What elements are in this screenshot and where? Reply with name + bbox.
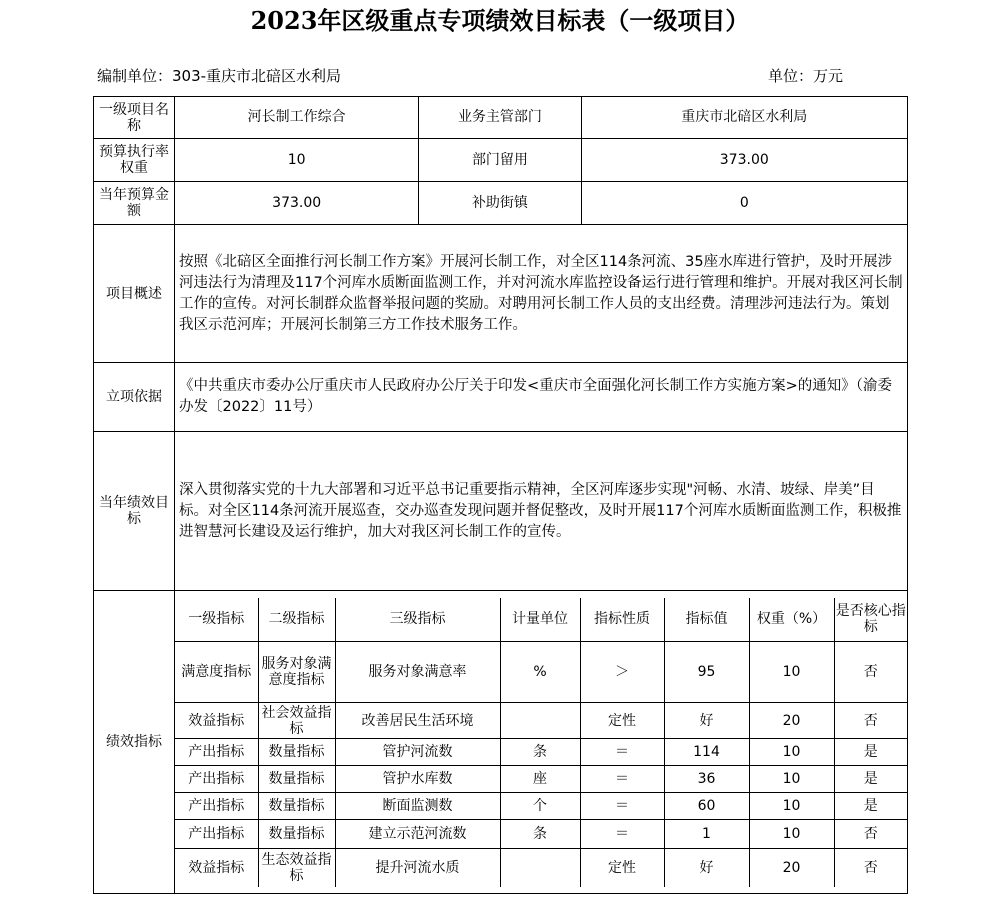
indicator-cell-level2: 服务对象满意度指标	[258, 642, 335, 703]
indicator-cell-weight: 10	[749, 642, 834, 703]
indicator-cell-nature: ＝	[580, 766, 664, 793]
retain-label: 部门留用	[419, 139, 581, 182]
indicator-cell-weight: 20	[749, 849, 834, 887]
basis-text: 《中共重庆市委办公厅重庆市人民政府办公厅关于印发<重庆市全面强化河长制工作方实施方案>的通知》（渝委办发〔2022〕11号）	[175, 363, 908, 432]
indicator-cell-value: 114	[664, 739, 749, 766]
indicator-cell-nature: ＝	[580, 739, 664, 766]
indicator-cell-level1: 效益指标	[175, 703, 258, 739]
indicator-cell-value: 1	[664, 820, 749, 849]
dept-value: 重庆市北碚区水利局	[581, 97, 907, 139]
dept-label: 业务主管部门	[419, 97, 581, 139]
indicator-cell-level3: 提升河流水质	[335, 849, 500, 887]
indicator-cell-level1: 产出指标	[175, 820, 258, 849]
indicator-row	[175, 642, 907, 703]
indicator-cell-level3: 管护水库数	[335, 766, 500, 793]
indicator-cell-nature: 定性	[580, 849, 664, 887]
indicator-label: 绩效指标	[94, 591, 175, 894]
indicator-cell-core: 是	[834, 739, 907, 766]
indicator-cell-level1: 产出指标	[175, 739, 258, 766]
header-unit: 计量单位	[500, 598, 580, 642]
indicator-cell-unit: 座	[500, 766, 580, 793]
indicator-cell-weight: 20	[749, 703, 834, 739]
indicator-cell-value: 36	[664, 766, 749, 793]
indicator-cell-unit	[500, 849, 580, 887]
indicator-cell-unit: 个	[500, 793, 580, 820]
indicator-row	[175, 849, 907, 887]
indicator-table	[175, 598, 907, 887]
indicator-row	[175, 793, 907, 820]
indicator-cell-unit: 条	[500, 739, 580, 766]
indicator-cell-value: 95	[664, 642, 749, 703]
budget-value: 373.00	[175, 182, 419, 225]
overview-text: 按照《北碚区全面推行河长制工作方案》开展河长制工作，对全区114条河流、35座水库进行管护，及时开展涉河违法行为清理及117个河库水质断面监测工作，并对河流水库监控设备运行进行管理和维护。开展对我区河长制工作的宣传。对河长制群众监督举报问题的奖励。对聘用河长制工作人员的支出经费。清理涉河违法行为。策划我区示范河库；开展河长制第三方工作技术服务工作。	[175, 225, 908, 363]
indicator-cell-unit: 条	[500, 820, 580, 849]
indicator-cell-level3: 服务对象满意率	[335, 642, 500, 703]
indicator-cell-core: 否	[834, 703, 907, 739]
indicator-cell-core: 是	[834, 793, 907, 820]
indicator-cell-weight: 10	[749, 793, 834, 820]
exec-weight-label: 预算执行率权重	[94, 139, 175, 182]
indicator-cell-core: 否	[834, 642, 907, 703]
indicator-cell-unit	[500, 703, 580, 739]
goal-text: 深入贯彻落实党的十九大部署和习近平总书记重要指示精神，全区河库逐步实现"河畅、水清、坡绿、岸美”目标。对全区114条河流开展巡查，交办巡查发现问题并督促整改，及时开展117个河库水质断面监测工作，积极推进智慧河长建设及运行维护，加大对我区河长制工作的宣传。	[175, 432, 908, 591]
retain-value: 373.00	[581, 139, 907, 182]
indicator-cell-level2: 数量指标	[258, 739, 335, 766]
indicator-row	[175, 766, 907, 793]
basis-label: 立项依据	[94, 363, 175, 432]
indicator-cell-level3: 改善居民生活环境	[335, 703, 500, 739]
page-title: 2023年区级重点专项绩效目标表（一级项目）	[250, 6, 750, 35]
indicator-cell-value: 好	[664, 703, 749, 739]
indicator-row	[175, 820, 907, 849]
indicator-row	[175, 703, 907, 739]
exec-weight-value: 10	[175, 139, 419, 182]
indicator-cell-weight: 10	[749, 766, 834, 793]
budget-label: 当年预算金额	[94, 182, 175, 225]
indicator-section	[175, 591, 908, 894]
indicator-cell-level1: 产出指标	[175, 793, 258, 820]
indicator-cell-nature: ＝	[580, 793, 664, 820]
overview-label: 项目概述	[94, 225, 175, 363]
indicator-cell-level3: 管护河流数	[335, 739, 500, 766]
indicator-cell-nature: ＞	[580, 642, 664, 703]
header-level1: 一级指标	[175, 598, 258, 642]
performance-target-table	[93, 96, 908, 894]
header-core: 是否核心指标	[834, 598, 907, 642]
indicator-cell-level2: 数量指标	[258, 820, 335, 849]
subsidy-value: 0	[581, 182, 907, 225]
header-level3: 三级指标	[335, 598, 500, 642]
indicator-cell-level2: 数量指标	[258, 793, 335, 820]
indicator-cell-value: 60	[664, 793, 749, 820]
indicator-cell-level2: 生态效益指标	[258, 849, 335, 887]
indicator-cell-level3: 建立示范河流数	[335, 820, 500, 849]
goal-label: 当年绩效目标	[94, 432, 175, 591]
project-name-value: 河长制工作综合	[175, 97, 419, 139]
header-level2: 二级指标	[258, 598, 335, 642]
indicator-row	[175, 739, 907, 766]
currency-unit: 单位：万元	[768, 67, 844, 85]
header-value: 指标值	[664, 598, 749, 642]
indicator-cell-level1: 满意度指标	[175, 642, 258, 703]
indicator-cell-level3: 断面监测数	[335, 793, 500, 820]
indicator-cell-level2: 社会效益指标	[258, 703, 335, 739]
project-name-label: 一级项目名称	[94, 97, 175, 139]
indicator-cell-value: 好	[664, 849, 749, 887]
compiling-unit: 编制单位：303-重庆市北碚区水利局	[97, 67, 342, 85]
indicator-cell-level1: 效益指标	[175, 849, 258, 887]
indicator-cell-core: 否	[834, 820, 907, 849]
indicator-cell-weight: 10	[749, 739, 834, 766]
indicator-cell-level2: 数量指标	[258, 766, 335, 793]
indicator-cell-nature: 定性	[580, 703, 664, 739]
indicator-cell-core: 是	[834, 766, 907, 793]
indicator-cell-core: 否	[834, 849, 907, 887]
indicator-cell-weight: 10	[749, 820, 834, 849]
header-nature: 指标性质	[580, 598, 664, 642]
subsidy-label: 补助街镇	[419, 182, 581, 225]
header-weight: 权重（%）	[749, 598, 834, 642]
indicator-cell-unit: %	[500, 642, 580, 703]
indicator-cell-level1: 产出指标	[175, 766, 258, 793]
indicator-cell-nature: ＝	[580, 820, 664, 849]
